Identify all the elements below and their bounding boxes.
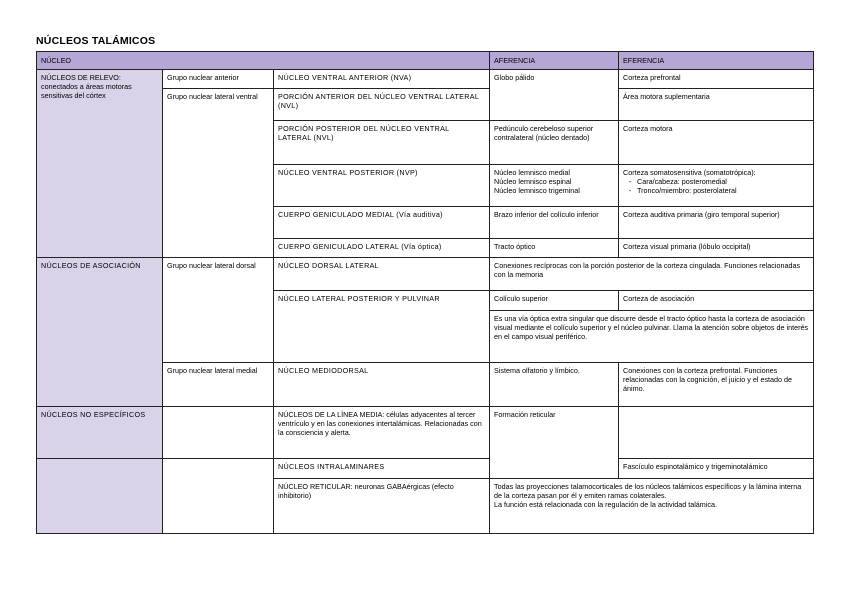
group-asociacion: NÚCLEOS DE ASOCIACIÓN <box>37 258 163 407</box>
bullet-marker: - <box>628 177 632 186</box>
nucleus-name: NÚCLEO LATERAL POSTERIOR Y PULVINAR <box>274 291 490 363</box>
efferent-cell: Fascículo espinotalámico y trigeminotalámico <box>619 459 814 479</box>
group-relevo <box>37 70 163 258</box>
afferent-line: Núcleo lemnisco espinal <box>494 177 572 186</box>
header-eferencia: EFERENCIA <box>619 52 814 70</box>
nucleus-name: CUERPO GENICULADO MEDIAL (Vía auditiva) <box>274 207 490 239</box>
nucleus-name: NÚCLEOS DE LA LÍNEA MEDIA: células adyacentes al tercer ventrículo y en las conexiones intertalámicas. Relacionadas con la consciencia y alerta. <box>274 407 490 459</box>
afferent-cell: Globo pálido <box>490 70 619 121</box>
subgroup-anterior: Grupo nuclear anterior <box>163 70 274 89</box>
empty-subgroup <box>163 407 274 459</box>
afferent-cell: Pedúnculo cerebeloso superior contralateral (núcleo dentado) <box>490 121 619 165</box>
efferent-cell: Área motora suplementaria <box>619 89 814 121</box>
efferent-cell: Corteza visual primaria (lóbulo occipital) <box>619 239 814 258</box>
reticular-text: Todas las proyecciones talamocorticales de los núcleos talámicos específicos y la lámina interna de la corteza pasan por él y emiten ramas colaterales. <box>494 482 802 500</box>
table-row <box>37 258 814 291</box>
nucleus-name: NÚCLEO RETICULAR: neuronas GABAérgicas (efecto inhibitorio) <box>274 479 490 534</box>
afferent-cell: Sistema olfatorio y límbico. <box>490 363 619 407</box>
bullet-marker: - <box>628 186 632 195</box>
bullet-item <box>623 186 809 195</box>
header-nucleo: NÚCLEO <box>37 52 490 70</box>
afferent-cell: Tracto óptico <box>490 239 619 258</box>
subgroup-ventral: Grupo nuclear lateral ventral <box>163 89 274 258</box>
nucleus-name: NÚCLEO DORSAL LATERAL <box>274 258 490 291</box>
header-aferencia: AFERENCIA <box>490 52 619 70</box>
subgroup-medial: Grupo nuclear lateral medial <box>163 363 274 407</box>
afferent-cell: Formación reticular <box>490 407 619 479</box>
reticular-text: La función está relacionada con la regulación de la actividad talámica. <box>494 500 717 509</box>
empty-subgroup <box>163 459 274 534</box>
efferent-cell: Corteza motora <box>619 121 814 165</box>
efferent-cell: Conexiones con la corteza prefrontal. Funciones relacionadas con la cognición, el juicio y el estado de ánimo. <box>619 363 814 407</box>
table-row <box>37 70 814 89</box>
afferent-cell: Brazo inferior del colículo inferior <box>490 207 619 239</box>
afferent-line: Núcleo lemnisco trigeminal <box>494 186 580 195</box>
bullet-text: Tronco/miembro: posterolateral <box>637 186 737 195</box>
page-title: NÚCLEOS TALÁMICOS <box>36 35 156 47</box>
reticular-description <box>490 479 814 534</box>
nucleus-name: NÚCLEO MEDIODORSAL <box>274 363 490 407</box>
nucleus-name: PORCIÓN ANTERIOR DEL NÚCLEO VENTRAL LATERAL (NVL) <box>274 89 490 121</box>
nucleus-name: NÚCLEO VENTRAL ANTERIOR (NVA) <box>274 70 490 89</box>
nucleus-name: NÚCLEOS INTRALAMINARES <box>274 459 490 479</box>
bullet-text: Cara/cabeza: posteromedial <box>637 177 727 186</box>
relevo-title: NÚCLEOS DE RELEVO: <box>41 73 121 82</box>
table-header-row <box>37 52 814 70</box>
nucleus-name: NÚCLEO VENTRAL POSTERIOR (NVP) <box>274 165 490 207</box>
afferent-cell: Colículo superior <box>490 291 619 311</box>
table-row <box>37 407 814 459</box>
table-row <box>37 459 814 479</box>
bullet-item <box>623 177 809 186</box>
connections-cell: Conexiones recíprocas con la porción posterior de la corteza cingulada. Funciones relacionadas con la memoria <box>490 258 814 291</box>
group-inespecificos: NÚCLEOS NO ESPECÍFICOS <box>37 407 163 459</box>
group-inespecificos-continued <box>37 459 163 534</box>
efferent-line: Corteza somatosensitiva (somatotrópica): <box>623 168 756 177</box>
efferent-cell: Corteza de asociación <box>619 291 814 311</box>
efferent-cell: Corteza prefrontal <box>619 70 814 89</box>
nucleus-name: PORCIÓN POSTERIOR DEL NÚCLEO VENTRAL LATERAL (NVL) <box>274 121 490 165</box>
thalamic-nuclei-table <box>36 51 814 534</box>
efferent-cell <box>619 165 814 207</box>
afferent-line: Núcleo lemnisco medial <box>494 168 570 177</box>
subgroup-dorsal: Grupo nuclear lateral dorsal <box>163 258 274 363</box>
relevo-subtitle: conectados a áreas motoras sensitivas del córtex <box>41 82 132 100</box>
efferent-cell <box>619 407 814 459</box>
efferent-cell: Corteza auditiva primaria (giro temporal superior) <box>619 207 814 239</box>
nucleus-name: CUERPO GENICULADO LATERAL (Vía óptica) <box>274 239 490 258</box>
afferent-cell <box>490 165 619 207</box>
note-cell: Es una vía óptica extra singular que discurre desde el tracto óptico hasta la corteza de asociación visual mediante el colículo superior y el núcleo pulvinar. Llama la atención sobre objetos de interés en el campo visual periférico. <box>490 311 814 363</box>
